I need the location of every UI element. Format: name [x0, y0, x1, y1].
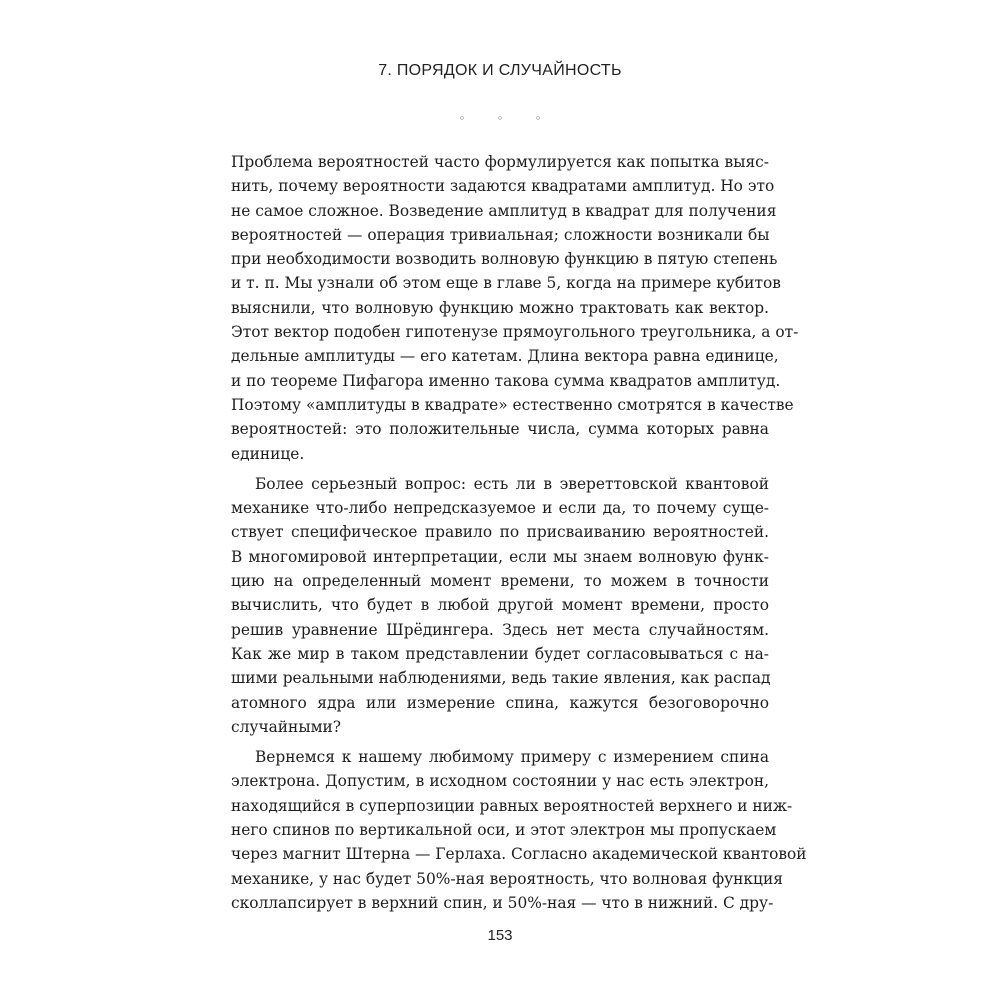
text-line: шими реальными наблюдениями, ведь такие явления, как распад: [231, 669, 771, 688]
text-line: ствует специфическое правило по присваиванию вероятностей.: [231, 523, 769, 542]
running-head: 7. ПОРЯДОК И СЛУЧАЙНОСТЬ: [378, 62, 622, 79]
text-line: не самое сложное. Возведение амплитуд в квадрат для получения: [231, 201, 777, 220]
text-line: дельные амплитуды — его катетам. Длина вектора равна единице,: [231, 347, 779, 366]
text-line: Проблема вероятностей часто формулируется как попытка выяс-: [231, 153, 769, 171]
text-line: механике что-либо непредсказуемое и если да, то почему суще-: [231, 499, 769, 518]
text-line: единице.: [231, 444, 305, 463]
text-line: находящийся в суперпозиции равных вероятностей верхнего и ниж-: [231, 796, 793, 815]
text-line: и т. п. Мы узнали об этом еще в главе 5, когда на примере кубитов: [231, 274, 781, 293]
page-number: 153: [487, 927, 513, 944]
text-line: Этот вектор подобен гипотенузе прямоугольного треугольника, а от-: [231, 323, 799, 342]
paragraph: [231, 745, 807, 915]
text-line: решив уравнение Шрёдингера. Здесь нет места случайностям.: [231, 620, 769, 639]
text-line: Как же мир в таком представлении будет согласовываться с на-: [231, 644, 769, 663]
section-separator: ◦ ◦ ◦: [458, 112, 556, 125]
text-line: механике, у нас будет 50%-ная вероятность, что волновая функция: [231, 869, 783, 888]
text-line: вероятностей — операция тривиальная; сложности возникали бы: [231, 225, 770, 244]
paragraph: [231, 150, 799, 466]
body-text: [231, 150, 807, 921]
text-line: цию на определенный момент времени, то можем в точности: [231, 572, 769, 591]
text-line: Более серьезный вопрос: есть ли в эвереттовской квантовой: [255, 474, 769, 493]
text-line: вычислить, что будет в любой другой момент времени, просто: [231, 596, 769, 615]
text-line: него спинов по вертикальной оси, и этот электрон мы пропускаем: [231, 821, 777, 840]
text-line: Поэтому «амплитуды в квадрате» естественно смотрятся в качестве: [231, 395, 794, 414]
paragraph: [231, 472, 769, 739]
text-line: случайными?: [231, 717, 342, 736]
text-line: нить, почему вероятности задаются квадратами амплитуд. Но это: [231, 177, 775, 196]
text-line: и по теореме Пифагора именно такова сумма квадратов амплитуд.: [231, 371, 781, 390]
text-line: электрона. Допустим, в исходном состоянии у нас есть электрон,: [231, 772, 769, 791]
text-line: выяснили, что волновую функцию можно трактовать как вектор.: [231, 298, 769, 317]
text-line: атомного ядра или измерение спина, кажутся безоговорочно: [231, 693, 769, 712]
text-line: вероятностей: это положительные числа, сумма которых равна: [231, 420, 769, 439]
text-line: сколлапсирует в верхний спин, и 50%-ная — что в нижний. С дру-: [231, 893, 774, 912]
text-line: через магнит Штерна — Герлаха. Согласно академической квантовой: [231, 845, 807, 864]
text-line: В многомировой интерпретации, если мы знаем волновую функ-: [231, 547, 769, 566]
text-line: при необходимости возводить волновую функцию в пятую степень: [231, 250, 778, 269]
text-line: Вернемся к нашему любимому примеру с измерением спина: [255, 748, 769, 767]
